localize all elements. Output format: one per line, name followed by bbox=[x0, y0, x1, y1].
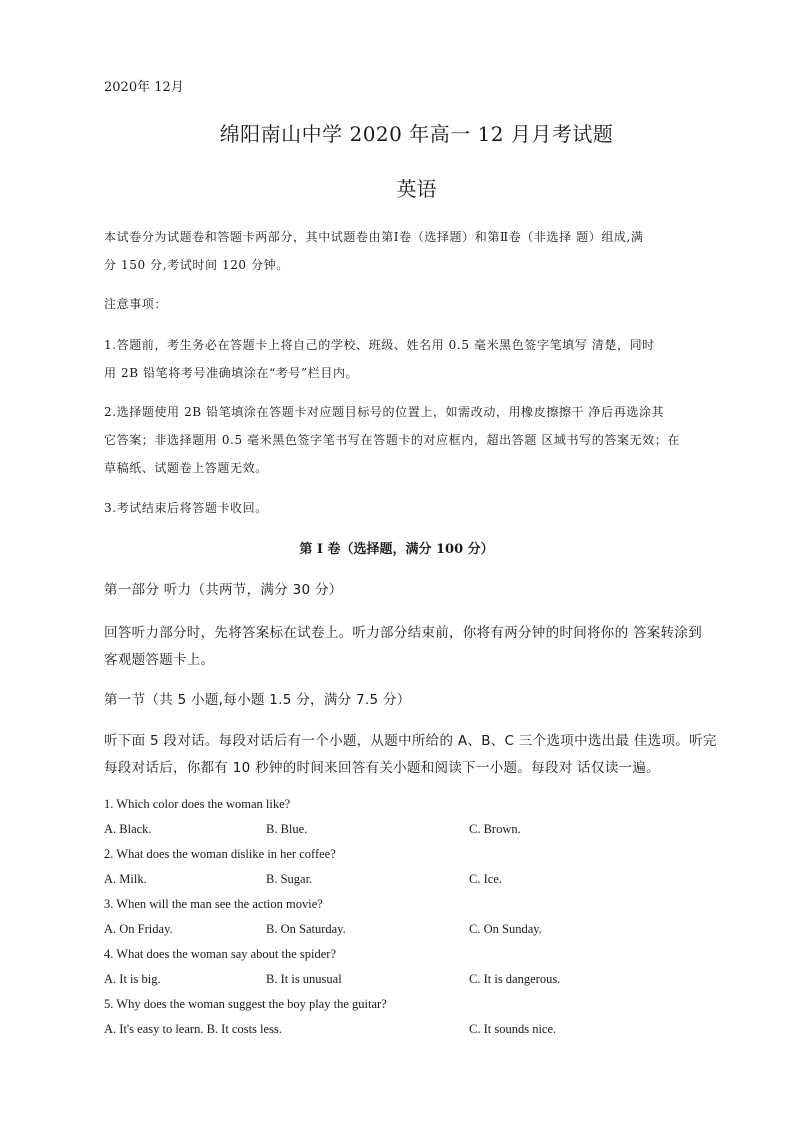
note-2-line-2: 它答案；非选择题用 0.5 毫米黑色签字笔书写在答题卡的对应框内，超出答题 区域书写的答案无效；在 bbox=[104, 433, 680, 447]
option-c: C. On Sunday. bbox=[469, 922, 542, 936]
option-b: B. Blue. bbox=[266, 822, 308, 836]
part-1-title: 第 I 卷（选择题，满分 100 分） bbox=[299, 542, 494, 557]
question-stem: 4. What does the woman say about the spider? bbox=[104, 947, 337, 961]
option-b: B. It is unusual bbox=[266, 972, 342, 986]
note-3: 3.考试结束后将答题卡收回。 bbox=[104, 501, 268, 515]
exam-title: 绵阳南山中学 2020 年高一 12 月月考试题 bbox=[219, 122, 614, 146]
option-c: C. It is dangerous. bbox=[469, 972, 561, 986]
option-c: C. Brown. bbox=[469, 822, 521, 836]
listening-direction-line-2: 客观题答题卡上。 bbox=[104, 652, 215, 668]
subsection-direction-line-2: 每段对话后，你都有 10 秒钟的时间来回答有关小题和阅读下一小题。每段对 话仅读一遍。 bbox=[104, 760, 660, 776]
intro-line-1: 本试卷分为试题卷和答题卡两部分，其中试题卷由第Ⅰ卷（选择题）和第Ⅱ卷（非选择 题）组成,满 bbox=[104, 230, 644, 244]
option-b: B. On Saturday. bbox=[266, 922, 346, 936]
listening-direction-line-1: 回答听力部分时，先将答案标在试卷上。听力部分结束前，你将有两分钟的时间将你的 答案转涂到 bbox=[104, 625, 702, 641]
subsection-title: 第一节（共 5 小题,每小题 1.5 分，满分 7.5 分） bbox=[104, 692, 411, 708]
option-a-and-b: A. It's easy to learn. B. It costs less. bbox=[104, 1022, 282, 1036]
notes-heading: 注意事项： bbox=[104, 297, 168, 311]
note-2-line-3: 草稿纸、试题卷上答题无效。 bbox=[104, 461, 268, 475]
option-c: C. It sounds nice. bbox=[469, 1022, 557, 1036]
option-c: C. Ice. bbox=[469, 872, 502, 886]
subsection-direction-line-1: 听下面 5 段对话。每段对话后有一个小题，从题中所给的 A、B、C 三个选项中选出最 佳选项。听完 bbox=[104, 733, 717, 749]
option-a: A. It is big. bbox=[104, 972, 161, 986]
option-a: A. Black. bbox=[104, 822, 152, 836]
exam-subject: 英语 bbox=[396, 177, 437, 201]
note-2-line-1: 2.选择题使用 2B 铅笔填涂在答题卡对应题目标号的位置上，如需改动，用橡皮擦擦干 净后再选涂其 bbox=[104, 405, 665, 419]
question-stem: 3. When will the man see the action movie? bbox=[104, 897, 323, 911]
exam-date: 2020年 12月 bbox=[104, 80, 184, 95]
question-stem: 5. Why does the woman suggest the boy play the guitar? bbox=[104, 997, 387, 1011]
option-a: A. On Friday. bbox=[104, 922, 173, 936]
question-stem: 2. What does the woman dislike in her coffee? bbox=[104, 847, 336, 861]
question-stem: 1. Which color does the woman like? bbox=[104, 797, 291, 811]
listening-section-title: 第一部分 听力（共两节，满分 30 分） bbox=[104, 582, 343, 598]
option-a: A. Milk. bbox=[104, 872, 147, 886]
note-1-line-1: 1.答题前，考生务必在答题卡上将自己的学校、班级、姓名用 0.5 毫米黑色签字笔填写 清楚，同时 bbox=[104, 338, 655, 352]
intro-line-2: 分 150 分,考试时间 120 分钟。 bbox=[104, 258, 289, 272]
note-1-line-2: 用 2B 铅笔将考号准确填涂在“考号”栏目内。 bbox=[104, 366, 359, 380]
option-b: B. Sugar. bbox=[266, 872, 313, 886]
